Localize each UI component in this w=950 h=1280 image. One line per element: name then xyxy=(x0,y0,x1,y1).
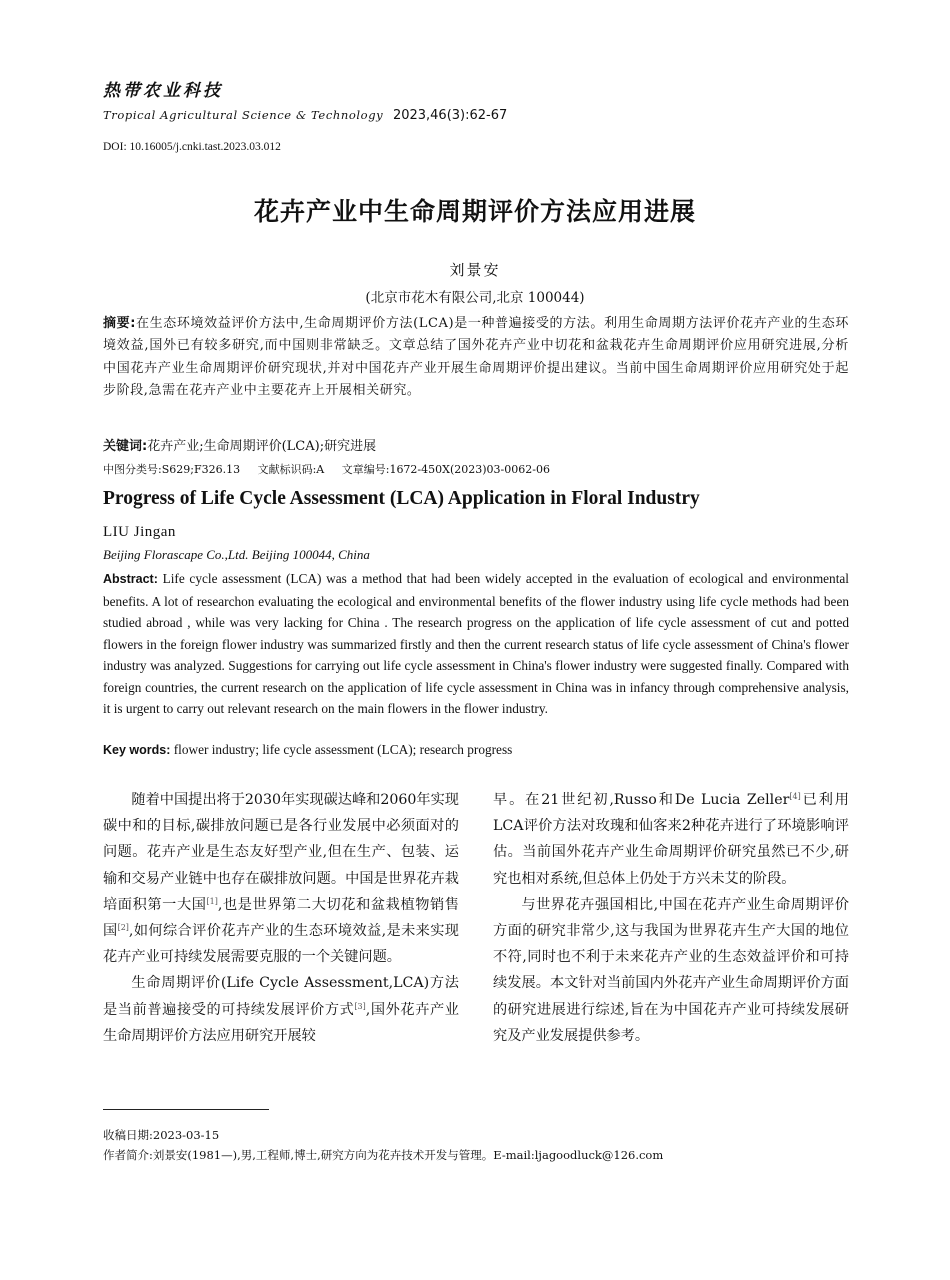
body-text: 与世界花卉强国相比,中国在花卉产业生命周期评价方面的研究非常少,这与我国为世界花卉生产大国的地位不符,同时也不利于未来花卉产业的生态效益评价和可持续发展。本文针对当前国内外花卉产业生命周期评价方面的研究进展进行综述,旨在为中国花卉产业可持续发展研究及产业发展提供参考。 xyxy=(493,896,849,1044)
journal-volume: 2023,46(3):62-67 xyxy=(392,108,508,123)
document-code: 文献标识码:A xyxy=(257,463,325,476)
clc-number: 中图分类号:S629;F326.13 xyxy=(103,463,241,476)
journal-name: 热带农业科技 xyxy=(103,81,223,101)
journal-citation xyxy=(103,108,507,123)
body-text: 生命周期评价(Life Cycle Assessment,LCA)方法是当前普遍接受的可持续发展评价方式 xyxy=(103,975,459,1018)
citation-ref[interactable]: [3] xyxy=(354,1001,366,1011)
body-paragraph xyxy=(103,787,459,970)
citation-ref[interactable]: [1] xyxy=(206,896,218,906)
author-en: LIU Jingan xyxy=(103,524,176,540)
keywords-cn xyxy=(103,435,376,454)
footnote-received: 收稿日期:2023-03-15 xyxy=(103,1128,220,1142)
doi[interactable]: DOI: 10.16005/j.cnki.tast.2023.03.012 xyxy=(103,141,281,153)
abstract-en-label: Abstract: xyxy=(103,572,158,586)
body-text: ,也是世界第二大切花和盆栽植物销售国 xyxy=(103,896,459,940)
abstract-en-text: Life cycle assessment (LCA) was a method that had been widely accepted in the evaluation of ecological and environmental benefits. A lot of researchon evaluating the ecological and environmental benefits of the flower industry using life cycle methods had been studied abroad , while was very lacking for China . The research progress on the application of life cycle assessment of cut and potted flowers in the foreign flower industry was summarized firstly and then the current research status of life cycle assessment of China's flower industry was analyzed. Suggestions for carrying out life cycle assessment in China's flower industry were suggested finally. Compared with foreign countries, the current research on the application of life cycle assessment in China was in infancy through comprehensive analysis, it is urgent to carry out relevant research on the main flowers in the flower industry. xyxy=(103,571,849,716)
keywords-cn-label: 关键词: xyxy=(103,439,148,454)
body-text: ,国外花卉产业生命周期评价方法应用研究开展较 xyxy=(103,1001,459,1044)
body-column-right xyxy=(493,787,849,1049)
body-text: 早。在21世纪初,Russo和De Lucia Zeller xyxy=(493,792,790,808)
citation-ref[interactable]: [4] xyxy=(789,792,801,801)
classification-line xyxy=(103,461,564,477)
abstract-en xyxy=(103,568,849,720)
body-text: ,如何综合评价花卉产业的生态环境效益,是未来实现花卉产业可持续发展需要克服的一个关键问题。 xyxy=(103,923,459,966)
keywords-en-label: Key words: xyxy=(103,743,171,757)
abstract-cn-label: 摘要: xyxy=(103,316,137,331)
article-title-cn: 花卉产业中生命周期评价方法应用进展 xyxy=(253,197,696,226)
affiliation-en: Beijing Florascape Co.,Ltd. Beijing 100044, China xyxy=(103,547,370,562)
abstract-cn-text: 在生态环境效益评价方法中,生命周期评价方法(LCA)是一种普遍接受的方法。利用生命周期方法评价花卉产业的生态环境效益,国外已有较多研究,而中国则非常缺乏。文章总结了国外花卉产业中切花和盆栽花卉生命周期评价应用研究进展,分析中国花卉产业生命周期评价研究现状,并对中国花卉产业开展生命周期评价提出建议。当前中国生命周期评价应用研究处于起步阶段,急需在花卉产业中主要花卉上开展相关研究。 xyxy=(103,316,849,399)
body-paragraph xyxy=(493,892,849,1049)
article-number: 文章编号:1672-450X(2023)03-0062-06 xyxy=(341,463,550,476)
footnote-divider xyxy=(103,1109,269,1110)
author-cn: 刘景安 xyxy=(449,261,501,279)
article-title-en: Progress of Life Cycle Assessment (LCA) Application in Floral Industry xyxy=(103,488,700,509)
body-column-left xyxy=(103,787,459,1049)
body-text: 已利用LCA评价方法对玫瑰和仙客来2种花卉进行了环境影响评估。当前国外花卉产业生命周期评价研究虽然已不少,研究也相对系统,但总体上仍处于方兴未艾的阶段。 xyxy=(493,792,849,887)
journal-name-en: Tropical Agricultural Science & Technology xyxy=(103,108,384,122)
keywords-en xyxy=(103,742,512,758)
citation-ref[interactable]: [2] xyxy=(117,923,129,933)
body-text: 随着中国提出将于2030年实现碳达峰和2060年实现碳中和的目标,碳排放问题已是各行业发展中必须面对的问题。花卉产业是生态友好型产业,但在生产、包装、运输和交易产业链中也存在碳排放问题。中国是世界花卉栽培面积第一大国 xyxy=(103,792,459,913)
keywords-en-text: flower industry; life cycle assessment (LCA); research progress xyxy=(170,742,513,757)
body-paragraph xyxy=(493,787,849,892)
affiliation-cn: (北京市花木有限公司,北京 100044) xyxy=(365,290,585,306)
abstract-cn xyxy=(103,313,849,403)
keywords-cn-text: 花卉产业;生命周期评价(LCA);研究进展 xyxy=(147,439,377,454)
footnote-author-bio: 作者简介:刘景安(1981—),男,工程师,博士,研究方向为花卉技术开发与管理。E-mail:ljagoodluck@126.com xyxy=(103,1148,664,1162)
body-paragraph xyxy=(103,970,459,1049)
